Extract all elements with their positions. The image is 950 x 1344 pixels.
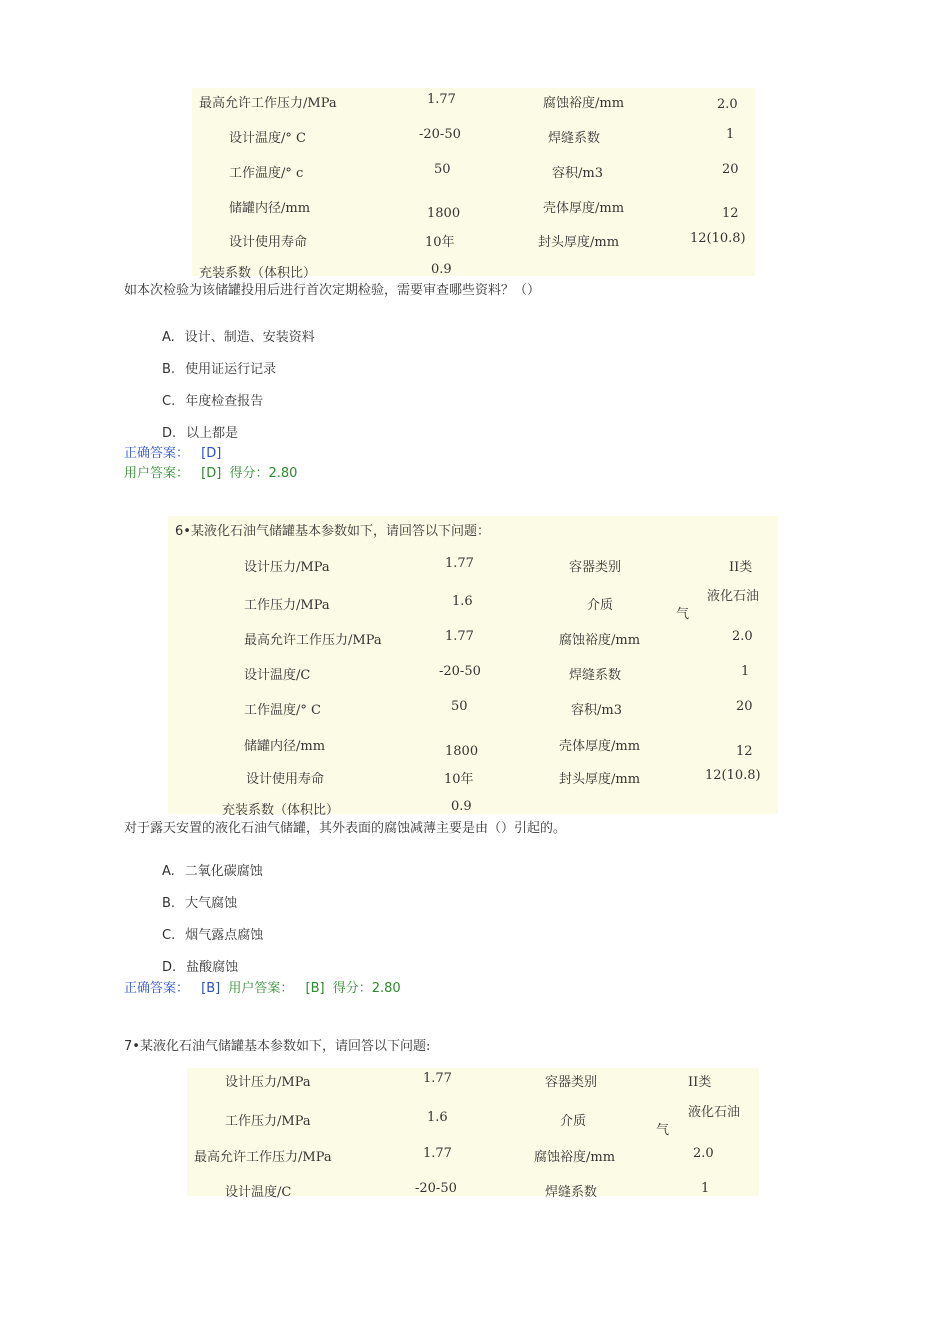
q5-option-d[interactable] — [162, 422, 238, 441]
q5-cell: 工作温度/° c — [229, 166, 304, 181]
correct-answer-label: 正确答案： — [124, 981, 190, 996]
q6-cell: 液化石油 — [707, 589, 760, 604]
q7-cell: 1.6 — [427, 1110, 448, 1125]
q5-cell: 容积/m3 — [552, 166, 603, 181]
option-letter: C. — [162, 928, 176, 943]
q5-cell: 储罐内径/mm — [229, 201, 311, 216]
q5-cell: 焊缝系数 — [548, 131, 601, 146]
option-text: 设计、制造、安装资料 — [184, 330, 315, 345]
q5-cell: 20 — [722, 162, 739, 177]
q5-cell: 50 — [434, 162, 451, 177]
q5-cell: 设计使用寿命 — [229, 235, 308, 250]
option-text: 盐酸腐蚀 — [186, 960, 239, 975]
q6-option-c[interactable] — [162, 924, 263, 943]
q7-cell: 气 — [656, 1123, 670, 1138]
option-letter: A. — [162, 864, 175, 879]
q6-answer-line — [124, 977, 401, 996]
q6-cell: 封头厚度/mm — [559, 772, 641, 787]
question-number: 7• — [124, 1039, 140, 1054]
q5-user-answer — [124, 462, 297, 481]
q6-question: 对于露天安置的液化石油气储罐，其外表面的腐蚀减薄主要是由（）引起的。 — [124, 821, 567, 836]
option-text: 大气腐蚀 — [185, 896, 238, 911]
q7-cell: 腐蚀裕度/mm — [534, 1150, 616, 1165]
option-letter: A. — [162, 330, 175, 345]
option-text: 烟气露点腐蚀 — [185, 928, 264, 943]
q7-cell: II类 — [688, 1075, 712, 1090]
score-label: 得分： — [229, 466, 269, 481]
q5-option-c[interactable] — [162, 390, 263, 409]
q5-cell: 2.0 — [717, 97, 738, 112]
q6-title — [175, 520, 490, 539]
q5-cell: 设计温度/° C — [229, 131, 306, 146]
q6-option-a[interactable] — [162, 860, 263, 879]
q5-question: 如本次检验为该储罐投用后进行首次定期检验，需要审查哪些资料？（） — [124, 283, 541, 298]
q7-cell: 介质 — [560, 1114, 587, 1129]
q6-cell: 0.9 — [451, 799, 472, 814]
q6-cell: 储罐内径/mm — [244, 739, 326, 754]
q7-cell: 最高允许工作压力/MPa — [194, 1150, 332, 1165]
q5-option-b[interactable] — [162, 358, 276, 377]
q6-cell: 1 — [741, 664, 750, 679]
q5-cell: 壳体厚度/mm — [543, 201, 625, 216]
q6-cell: 50 — [451, 699, 468, 714]
q5-cell: 0.9 — [431, 262, 452, 277]
q6-cell: 1800 — [445, 744, 479, 759]
q6-cell: 介质 — [587, 598, 614, 613]
q6-cell: 10年 — [444, 772, 474, 787]
option-letter: B. — [162, 896, 176, 911]
q7-cell: 1 — [701, 1181, 710, 1196]
q7-title — [124, 1035, 430, 1054]
q5-cell: 1.77 — [427, 92, 456, 107]
correct-answer-label: 正确答案： — [124, 446, 190, 461]
option-letter: C. — [162, 394, 176, 409]
q6-cell: 充装系数（体积比） — [222, 803, 340, 818]
q5-cell: 1 — [726, 127, 735, 142]
q6-cell: 工作压力/MPa — [244, 598, 330, 613]
q6-cell: 容积/m3 — [571, 703, 622, 718]
q6-cell: 最高允许工作压力/MPa — [244, 633, 382, 648]
question-title: 某液化石油气储罐基本参数如下，请回答以下问题： — [190, 524, 490, 539]
q5-correct-answer — [124, 442, 221, 461]
correct-answer-value: [B] — [201, 981, 221, 996]
q6-cell: 1.6 — [452, 594, 473, 609]
correct-answer-value: [D] — [201, 446, 222, 461]
q7-cell: -20-50 — [415, 1181, 457, 1196]
q7-cell: 液化石油 — [688, 1105, 741, 1120]
score-value: 2.80 — [268, 466, 298, 481]
question-number: 6• — [175, 524, 191, 539]
option-letter: B. — [162, 362, 176, 377]
q5-option-a[interactable] — [162, 326, 315, 345]
q5-cell: 12 — [722, 206, 739, 221]
option-text: 二氧化碳腐蚀 — [184, 864, 263, 879]
q6-cell: 腐蚀裕度/mm — [559, 633, 641, 648]
user-answer-label: 用户答案： — [124, 466, 190, 481]
score-label: 得分： — [332, 981, 372, 996]
q6-cell: 焊缝系数 — [569, 668, 622, 683]
user-answer-value: [B] — [305, 981, 325, 996]
q6-option-d[interactable] — [162, 956, 238, 975]
q6-cell: 壳体厚度/mm — [559, 739, 641, 754]
q6-cell: 工作温度/° C — [244, 703, 321, 718]
user-answer-value: [D] — [201, 466, 222, 481]
q5-cell: 最高允许工作压力/MPa — [199, 96, 337, 111]
q6-cell: 12 — [736, 744, 753, 759]
q5-cell: 封头厚度/mm — [538, 235, 620, 250]
score-value: 2.80 — [371, 981, 401, 996]
q7-cell: 容器类别 — [545, 1075, 598, 1090]
q7-cell: 2.0 — [693, 1146, 714, 1161]
option-text: 年度检查报告 — [185, 394, 264, 409]
q5-cell: 12(10.8) — [690, 231, 746, 246]
q7-cell: 1.77 — [423, 1146, 452, 1161]
q5-cell: 10年 — [425, 235, 455, 250]
user-answer-label: 用户答案： — [228, 981, 294, 996]
q6-cell: II类 — [729, 560, 753, 575]
q7-cell: 焊缝系数 — [545, 1185, 598, 1200]
q5-cell: -20-50 — [419, 127, 461, 142]
q6-cell: 12(10.8) — [705, 768, 761, 783]
q6-cell: 设计压力/MPa — [244, 560, 330, 575]
option-text: 以上都是 — [186, 426, 239, 441]
option-text: 使用证运行记录 — [185, 362, 277, 377]
q6-cell: 设计温度/C — [244, 668, 311, 683]
q6-cell: 1.77 — [445, 556, 474, 571]
q6-cell: 1.77 — [445, 629, 474, 644]
q6-cell: 20 — [736, 699, 753, 714]
option-letter: D. — [162, 960, 177, 975]
q6-cell: 设计使用寿命 — [246, 772, 325, 787]
q6-option-b[interactable] — [162, 892, 237, 911]
q5-cell: 腐蚀裕度/mm — [543, 96, 625, 111]
q7-cell: 设计压力/MPa — [225, 1075, 311, 1090]
q6-cell: 容器类别 — [569, 560, 622, 575]
question-title: 某液化石油气储罐基本参数如下，请回答以下问题: — [139, 1039, 431, 1054]
q6-cell: 气 — [676, 607, 690, 622]
option-letter: D. — [162, 426, 177, 441]
q7-cell: 1.77 — [423, 1071, 452, 1086]
q6-cell: -20-50 — [439, 664, 481, 679]
q6-cell: 2.0 — [732, 629, 753, 644]
q5-cell: 充装系数（体积比） — [199, 266, 317, 281]
q7-cell: 工作压力/MPa — [225, 1114, 311, 1129]
q7-cell: 设计温度/C — [225, 1185, 292, 1200]
q5-cell: 1800 — [427, 206, 461, 221]
